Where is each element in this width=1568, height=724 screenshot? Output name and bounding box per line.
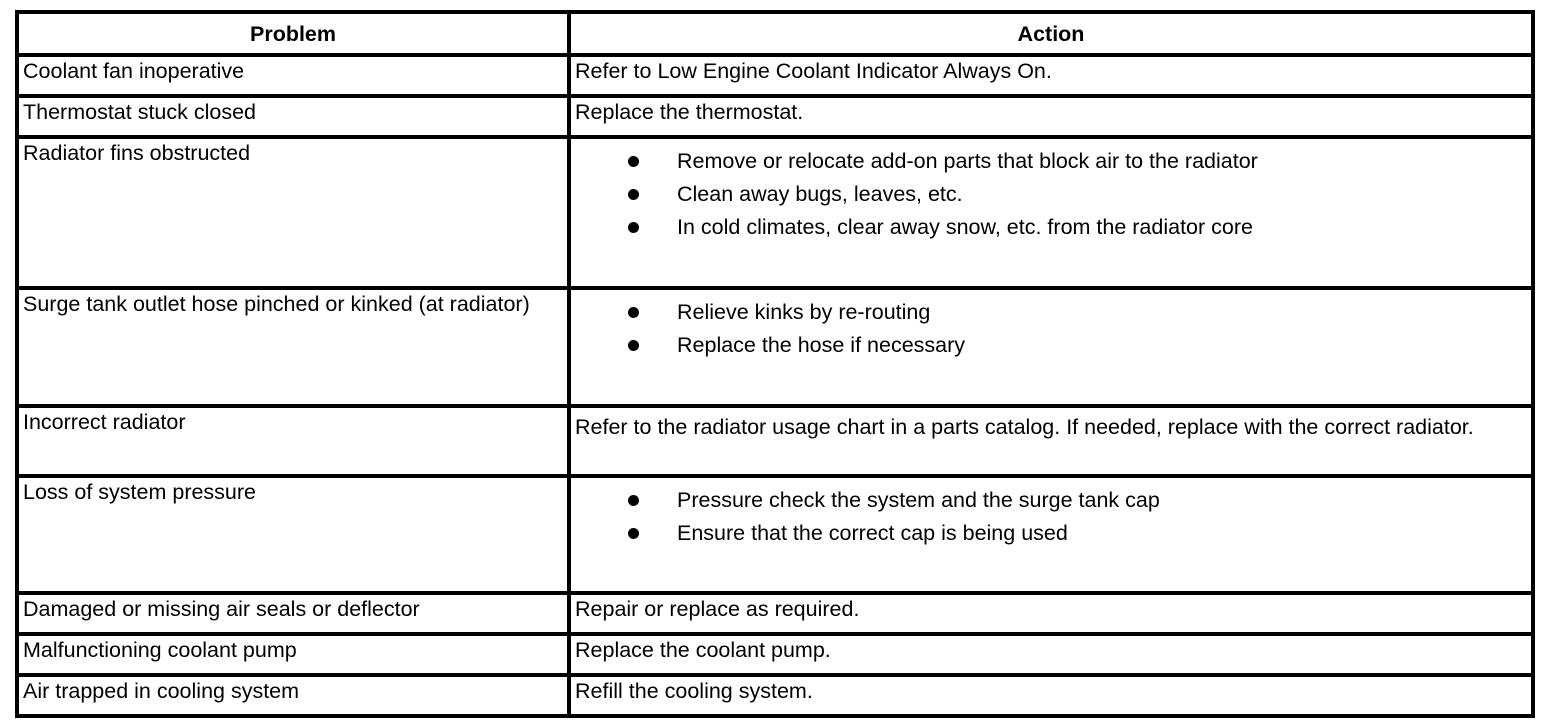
problem-cell: Coolant fan inoperative — [17, 55, 569, 96]
bullet-icon — [628, 156, 639, 167]
bullet-icon — [628, 189, 639, 200]
table-row — [17, 675, 1533, 716]
bullet-item — [575, 484, 1527, 517]
action-cell: Refer to the radiator usage chart in a parts catalog. If needed, replace with the correct radiator. — [569, 406, 1533, 476]
problem-cell: Radiator fins obstructed — [17, 137, 569, 288]
table-row — [17, 634, 1533, 675]
action-cell: Replace the thermostat. — [569, 96, 1533, 137]
bullet-item — [575, 178, 1527, 211]
problem-cell: Air trapped in cooling system — [17, 675, 569, 716]
table-row — [17, 137, 1533, 288]
problem-cell: Thermostat stuck closed — [17, 96, 569, 137]
bullet-text: Ensure that the correct cap is being used — [677, 521, 1068, 545]
bullet-icon — [628, 340, 639, 351]
bullet-item — [575, 296, 1527, 329]
table-row — [17, 593, 1533, 634]
bullet-text: Remove or relocate add-on parts that block air to the radiator — [677, 149, 1258, 173]
problem-cell: Malfunctioning coolant pump — [17, 634, 569, 675]
bullet-icon — [628, 528, 639, 539]
action-bullet-list — [575, 478, 1527, 550]
problem-cell: Loss of system pressure — [17, 476, 569, 593]
table-row — [17, 96, 1533, 137]
problem-column-header: Problem — [17, 12, 569, 55]
action-bullet-list — [575, 290, 1527, 362]
action-cell: Replace the coolant pump. — [569, 634, 1533, 675]
problem-cell: Damaged or missing air seals or deflector — [17, 593, 569, 634]
table-row — [17, 288, 1533, 406]
bullet-text: In cold climates, clear away snow, etc. from the radiator core — [677, 215, 1253, 239]
action-bullet-list — [575, 139, 1527, 244]
action-cell — [569, 137, 1533, 288]
header-row — [17, 12, 1533, 55]
bullet-icon — [628, 495, 639, 506]
bullet-icon — [628, 307, 639, 318]
action-column-header: Action — [569, 12, 1533, 55]
table-row — [17, 55, 1533, 96]
action-cell — [569, 288, 1533, 406]
bullet-text: Pressure check the system and the surge tank cap — [677, 488, 1160, 512]
action-cell: Repair or replace as required. — [569, 593, 1533, 634]
bullet-item — [575, 145, 1527, 178]
bullet-item — [575, 329, 1527, 362]
problem-cell: Incorrect radiator — [17, 406, 569, 476]
bullet-icon — [628, 222, 639, 233]
troubleshooting-table — [15, 10, 1535, 718]
action-cell — [569, 476, 1533, 593]
bullet-text: Replace the hose if necessary — [677, 333, 966, 357]
bullet-item — [575, 211, 1527, 244]
action-cell: Refill the cooling system. — [569, 675, 1533, 716]
bullet-item — [575, 517, 1527, 550]
action-cell: Refer to Low Engine Coolant Indicator Always On. — [569, 55, 1533, 96]
bullet-text: Relieve kinks by re-routing — [677, 300, 931, 324]
bullet-text: Clean away bugs, leaves, etc. — [677, 182, 963, 206]
table-row — [17, 476, 1533, 593]
problem-cell: Surge tank outlet hose pinched or kinked (at radiator) — [17, 288, 569, 406]
table-row — [17, 406, 1533, 476]
